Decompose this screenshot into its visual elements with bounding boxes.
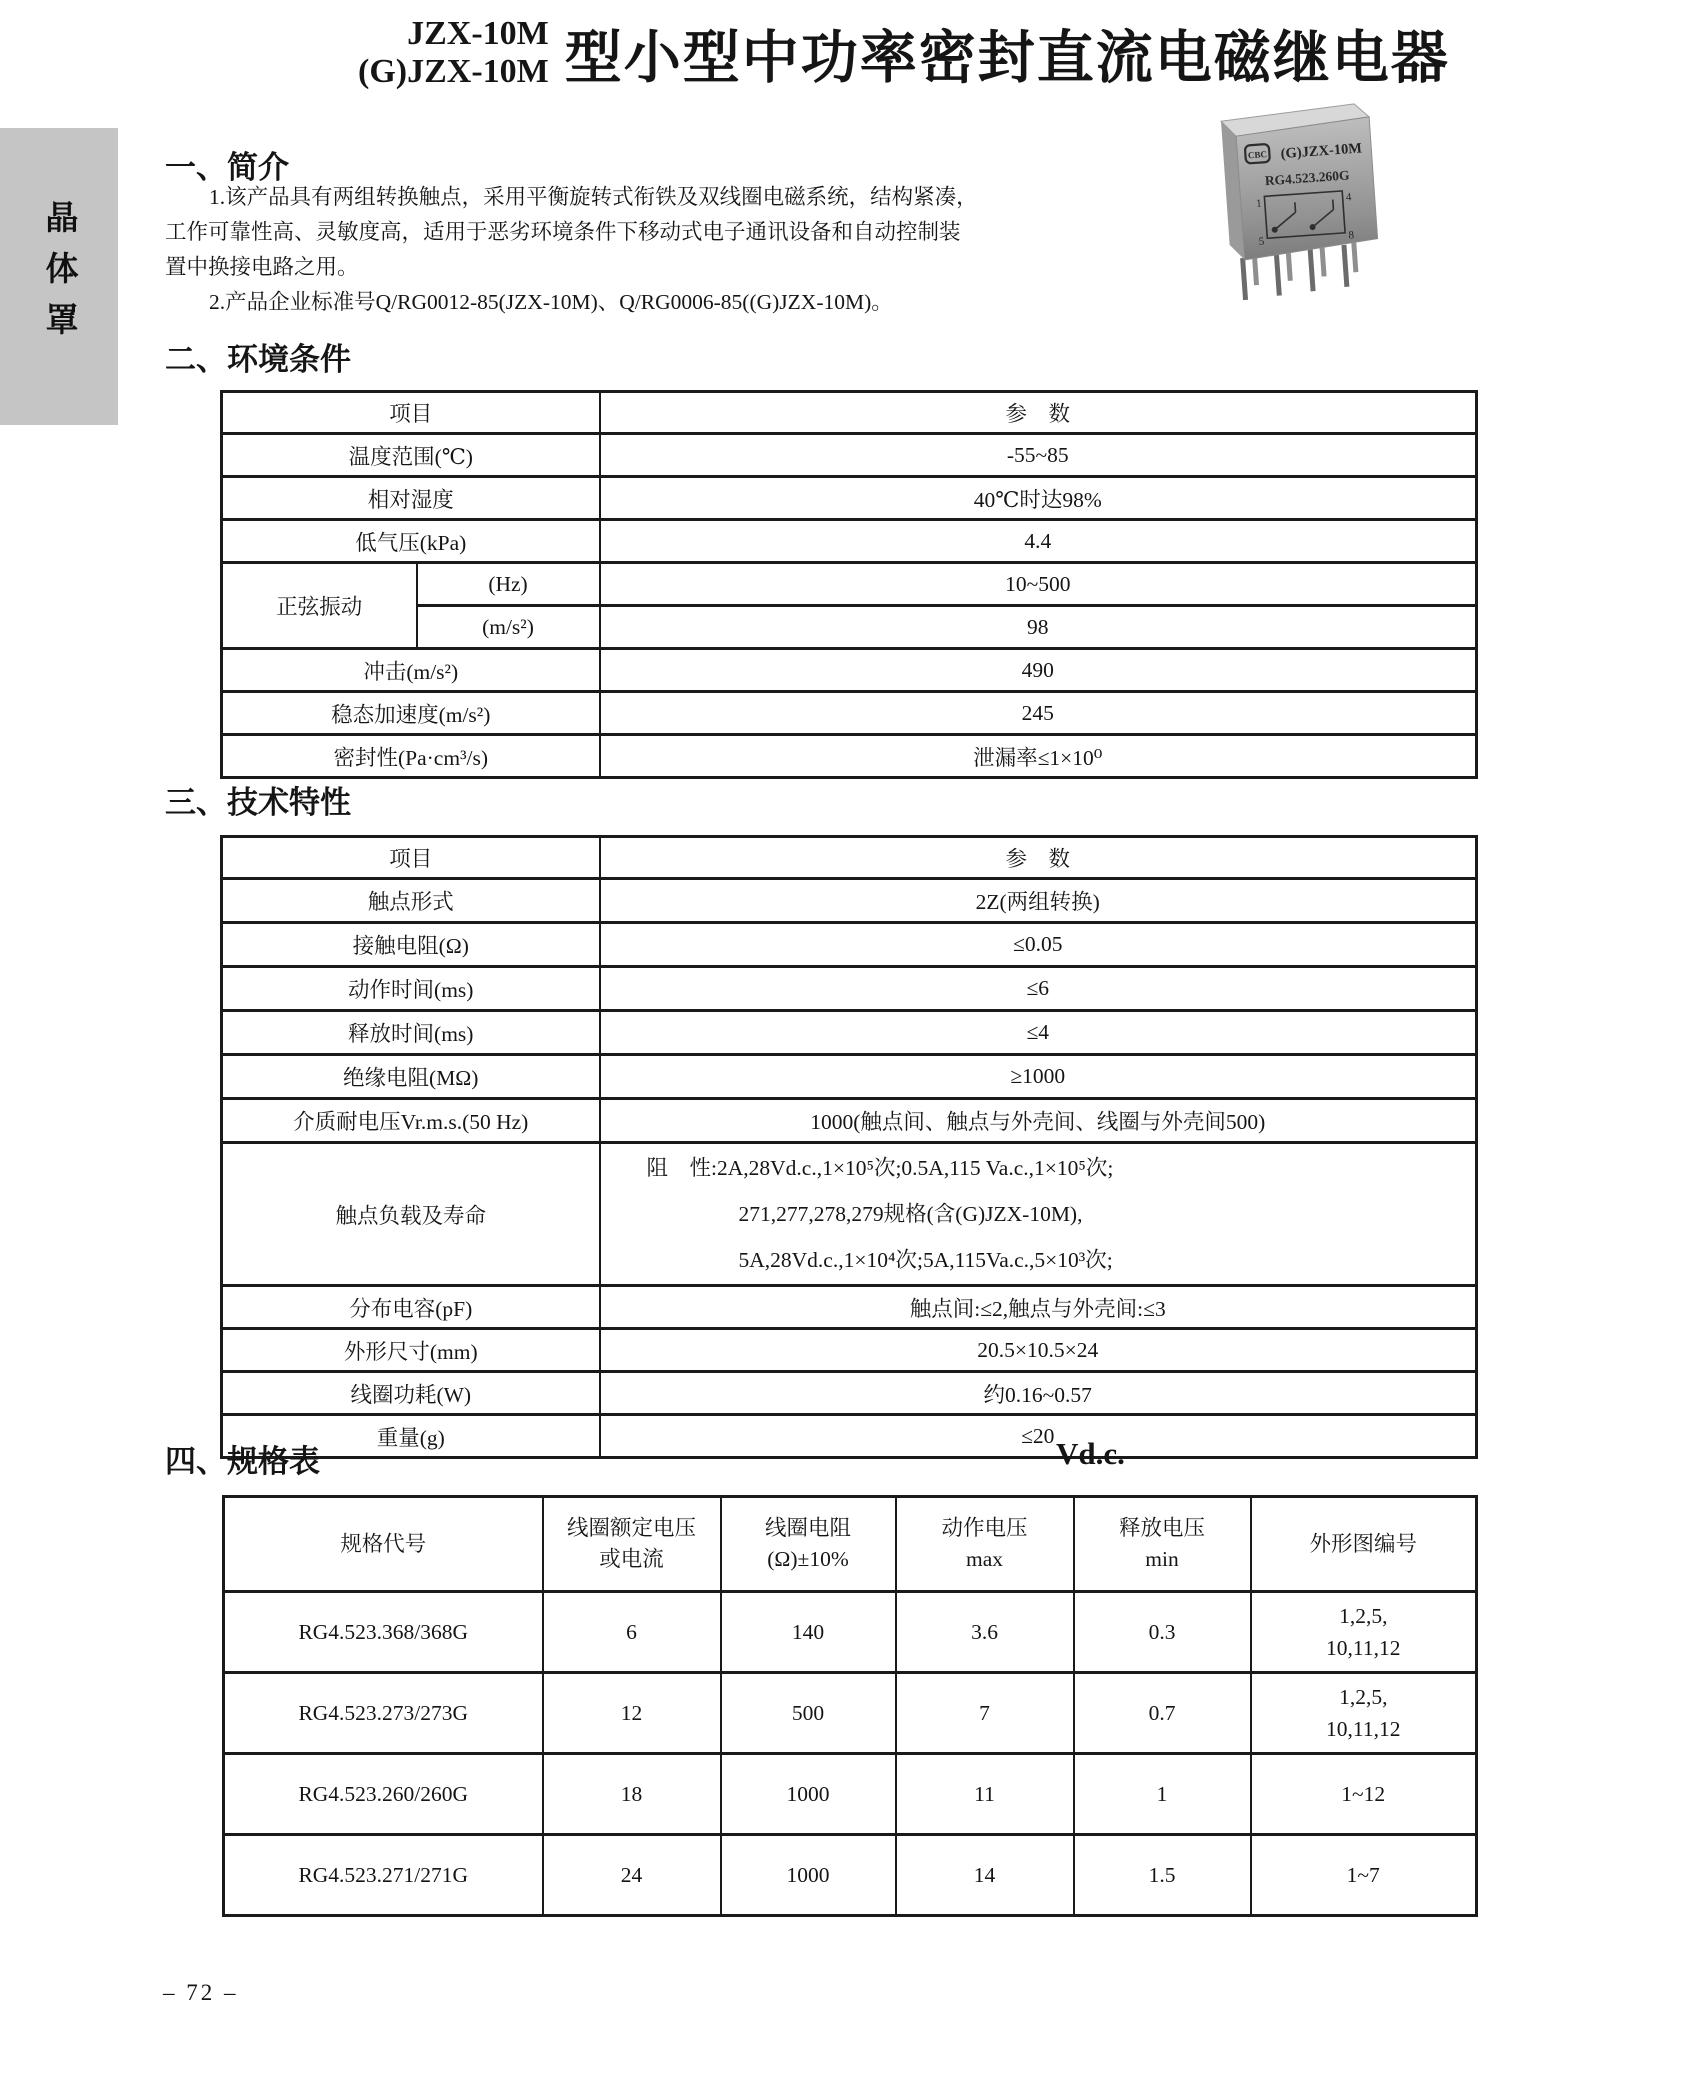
relay-code-text: RG4.523.260G: [1264, 167, 1350, 189]
table-row: [224, 1673, 1477, 1754]
spec-release: 0.7: [1074, 1673, 1251, 1754]
tech-row-item: 动作时间(ms): [222, 967, 600, 1011]
spec-header-line: max: [965, 1547, 1004, 1571]
spec-header-line: (Ω)±10%: [767, 1547, 849, 1571]
tech-row-value: ≤4: [600, 1011, 1477, 1055]
spec-resistance: 500: [721, 1673, 896, 1754]
section-heading-tech: 三、技术特性: [165, 785, 351, 820]
pin-number: 8: [1348, 229, 1355, 242]
tech-load-line: 5A,28Vd.c.,1×10⁴次;5A,115Va.c.,5×10³次;: [738, 1248, 1113, 1272]
section-heading-env: 二、环境条件: [165, 342, 351, 377]
spec-outline-line: 1~7: [1346, 1863, 1380, 1887]
tech-row-value: ≤20: [600, 1415, 1477, 1458]
env-row-value: 245: [600, 692, 1477, 735]
spec-outline: [1251, 1754, 1477, 1835]
env-vibration-subvalue: 10~500: [600, 563, 1477, 606]
tech-row-value: 约0.16~0.57: [600, 1372, 1477, 1415]
tech-row-value: ≤6: [600, 967, 1477, 1011]
env-row-value: 泄漏率≤1×10⁰: [600, 735, 1477, 778]
spec-outline: [1251, 1592, 1477, 1673]
spec-release: 1.5: [1074, 1835, 1251, 1916]
relay-model-text: (G)JZX-10M: [1280, 140, 1363, 163]
env-row-item: 密封性(Pa·cm³/s): [222, 735, 600, 778]
spec-voltage: 18: [543, 1754, 721, 1835]
brand-logo: CBC: [1247, 149, 1268, 161]
env-vibration-subitem: (m/s²): [417, 606, 600, 649]
spec-outline: [1251, 1673, 1477, 1754]
tech-row-item: 接触电阻(Ω): [222, 923, 600, 967]
spec-operate: 3.6: [896, 1592, 1074, 1673]
env-vibration-subitem: (Hz): [417, 563, 600, 606]
env-row-item: 稳态加速度(m/s²): [222, 692, 600, 735]
spec-header-line: 规格代号: [340, 1531, 427, 1556]
spec-header: [224, 1497, 543, 1592]
tech-row-value: ≤0.05: [600, 923, 1477, 967]
spec-code: RG4.523.260/260G: [224, 1754, 543, 1835]
spec-operate: 7: [896, 1673, 1074, 1754]
spec-code: RG4.523.368/368G: [224, 1592, 543, 1673]
tech-row-item: 释放时间(ms): [222, 1011, 600, 1055]
intro-line: 工作可靠性高、灵敏度高，适用于恶劣环境条件下移动式电子通讯设备和自动控制装: [165, 220, 961, 244]
spec-resistance: 140: [721, 1592, 896, 1673]
spec-header-line: 释放电压: [1118, 1516, 1205, 1540]
env-row-value: 4.4: [600, 520, 1477, 563]
table-row: [224, 1754, 1477, 1835]
spec-resistance: 1000: [721, 1835, 896, 1916]
tech-row-item: 绝缘电阻(MΩ): [222, 1055, 600, 1099]
pin-number: 5: [1258, 235, 1265, 248]
env-row-item: 相对湿度: [222, 477, 600, 520]
pin-number: 4: [1345, 191, 1352, 204]
section-heading-spec: 四、规格表: [165, 1444, 320, 1479]
tech-row-value: 20.5×10.5×24: [600, 1329, 1477, 1372]
tech-row-value: 触点间:≤2,触点与外壳间:≤3: [600, 1286, 1477, 1329]
env-header-item: 项目: [222, 392, 600, 434]
title-main-text: 型小型中功率密封直流电磁继电器: [564, 27, 1450, 90]
env-header-param: 参 数: [600, 392, 1477, 434]
env-vibration-subvalue: 98: [600, 606, 1477, 649]
tech-header-param: 参 数: [600, 837, 1477, 879]
spec-header: [1251, 1497, 1477, 1592]
sidebar-tab-label: 晶体罩: [40, 200, 77, 353]
spec-header: [896, 1497, 1074, 1592]
spec-header: [543, 1497, 721, 1592]
tech-table: [220, 835, 1478, 1459]
tech-header-item: 项目: [222, 837, 600, 879]
env-table: [220, 390, 1478, 779]
section-heading-intro: 一、简介: [165, 150, 289, 185]
tech-row-value: 1000(触点间、触点与外壳间、线圈与外壳间500): [600, 1099, 1477, 1143]
table-row: [224, 1592, 1477, 1673]
tech-row-item: 触点形式: [222, 879, 600, 923]
spec-release: 0.3: [1074, 1592, 1251, 1673]
tech-load-line: 阻 性:2A,28Vd.c.,1×10⁵次;0.5A,115 Va.c.,1×10⁵次;: [646, 1156, 1114, 1180]
tech-row-item: 介质耐电压Vr.m.s.(50 Hz): [222, 1099, 600, 1143]
spec-header-line: 或电流: [599, 1547, 664, 1571]
tech-row-item: 分布电容(pF): [222, 1286, 600, 1329]
spec-header-line: 外形图编号: [1309, 1531, 1417, 1556]
spec-header-line: 线圈额定电压: [566, 1516, 696, 1540]
title-model-line1: JZX-10M: [407, 15, 549, 52]
spec-header-line: 动作电压: [941, 1516, 1028, 1540]
spec-table: [222, 1495, 1478, 1917]
relay-illustration: [1198, 90, 1398, 302]
spec-operate: 11: [896, 1754, 1074, 1835]
intro-line: 1.该产品具有两组转换触点，采用平衡旋转式衔铁及双线圈电磁系统，结构紧凑，: [209, 185, 978, 209]
env-row-value: -55~85: [600, 434, 1477, 477]
spec-outline-line: 1~12: [1341, 1782, 1386, 1806]
spec-release: 1: [1074, 1754, 1251, 1835]
spec-outline-line: 1,2,5,: [1339, 1604, 1388, 1628]
tech-row-item: 线圈功耗(W): [222, 1372, 600, 1415]
tech-row-value: 2Z(两组转换): [600, 879, 1477, 923]
spec-unit-label: Vd.c.: [1056, 1436, 1125, 1471]
env-row-value: 40℃时达98%: [600, 477, 1477, 520]
tech-load-item: 触点负载及寿命: [222, 1143, 600, 1286]
spec-header: [1074, 1497, 1251, 1592]
tech-row-value: ≥1000: [600, 1055, 1477, 1099]
env-row-item: 冲击(m/s²): [222, 649, 600, 692]
tech-row-item: 外形尺寸(mm): [222, 1329, 600, 1372]
env-row-item: 低气压(kPa): [222, 520, 600, 563]
relay-product-image: [1198, 90, 1398, 302]
env-row-item: 温度范围(℃): [222, 434, 600, 477]
spec-resistance: 1000: [721, 1754, 896, 1835]
spec-outline-line: 10,11,12: [1326, 1717, 1401, 1741]
intro-line: 2.产品企业标准号Q/RG0012-85(JZX-10M)、Q/RG0006-85((G)JZX-10M)。: [209, 290, 893, 314]
title-model-line2: (G)JZX-10M: [358, 53, 549, 90]
spec-header-line: min: [1145, 1547, 1179, 1571]
spec-code: RG4.523.271/271G: [224, 1835, 543, 1916]
spec-header: [721, 1497, 896, 1592]
spec-operate: 14: [896, 1835, 1074, 1916]
spec-outline-line: 1,2,5,: [1339, 1685, 1388, 1709]
sidebar-tab: [0, 128, 118, 425]
spec-code: RG4.523.273/273G: [224, 1673, 543, 1754]
spec-voltage: 12: [543, 1673, 721, 1754]
intro-line: 置中换接电路之用。: [165, 255, 359, 279]
spec-voltage: 6: [543, 1592, 721, 1673]
pin-number: 1: [1255, 197, 1263, 210]
env-row-value: 490: [600, 649, 1477, 692]
table-row: [224, 1835, 1477, 1916]
page-number: – 72 –: [163, 1980, 239, 2005]
relay-front-face: [1235, 117, 1378, 260]
spec-outline-line: 10,11,12: [1326, 1636, 1401, 1660]
spec-voltage: 24: [543, 1835, 721, 1916]
spec-outline: [1251, 1835, 1477, 1916]
tech-load-value: [600, 1143, 1477, 1286]
env-vibration-label: 正弦振动: [222, 563, 417, 649]
tech-row-item: 重量(g): [222, 1415, 600, 1458]
intro-paragraphs: [165, 180, 978, 320]
tech-load-line: 271,277,278,279规格(含(G)JZX-10M),: [738, 1202, 1083, 1226]
title-model-block: [358, 15, 549, 91]
page-title: [358, 12, 1450, 94]
spec-header-line: 线圈电阻: [764, 1516, 851, 1540]
